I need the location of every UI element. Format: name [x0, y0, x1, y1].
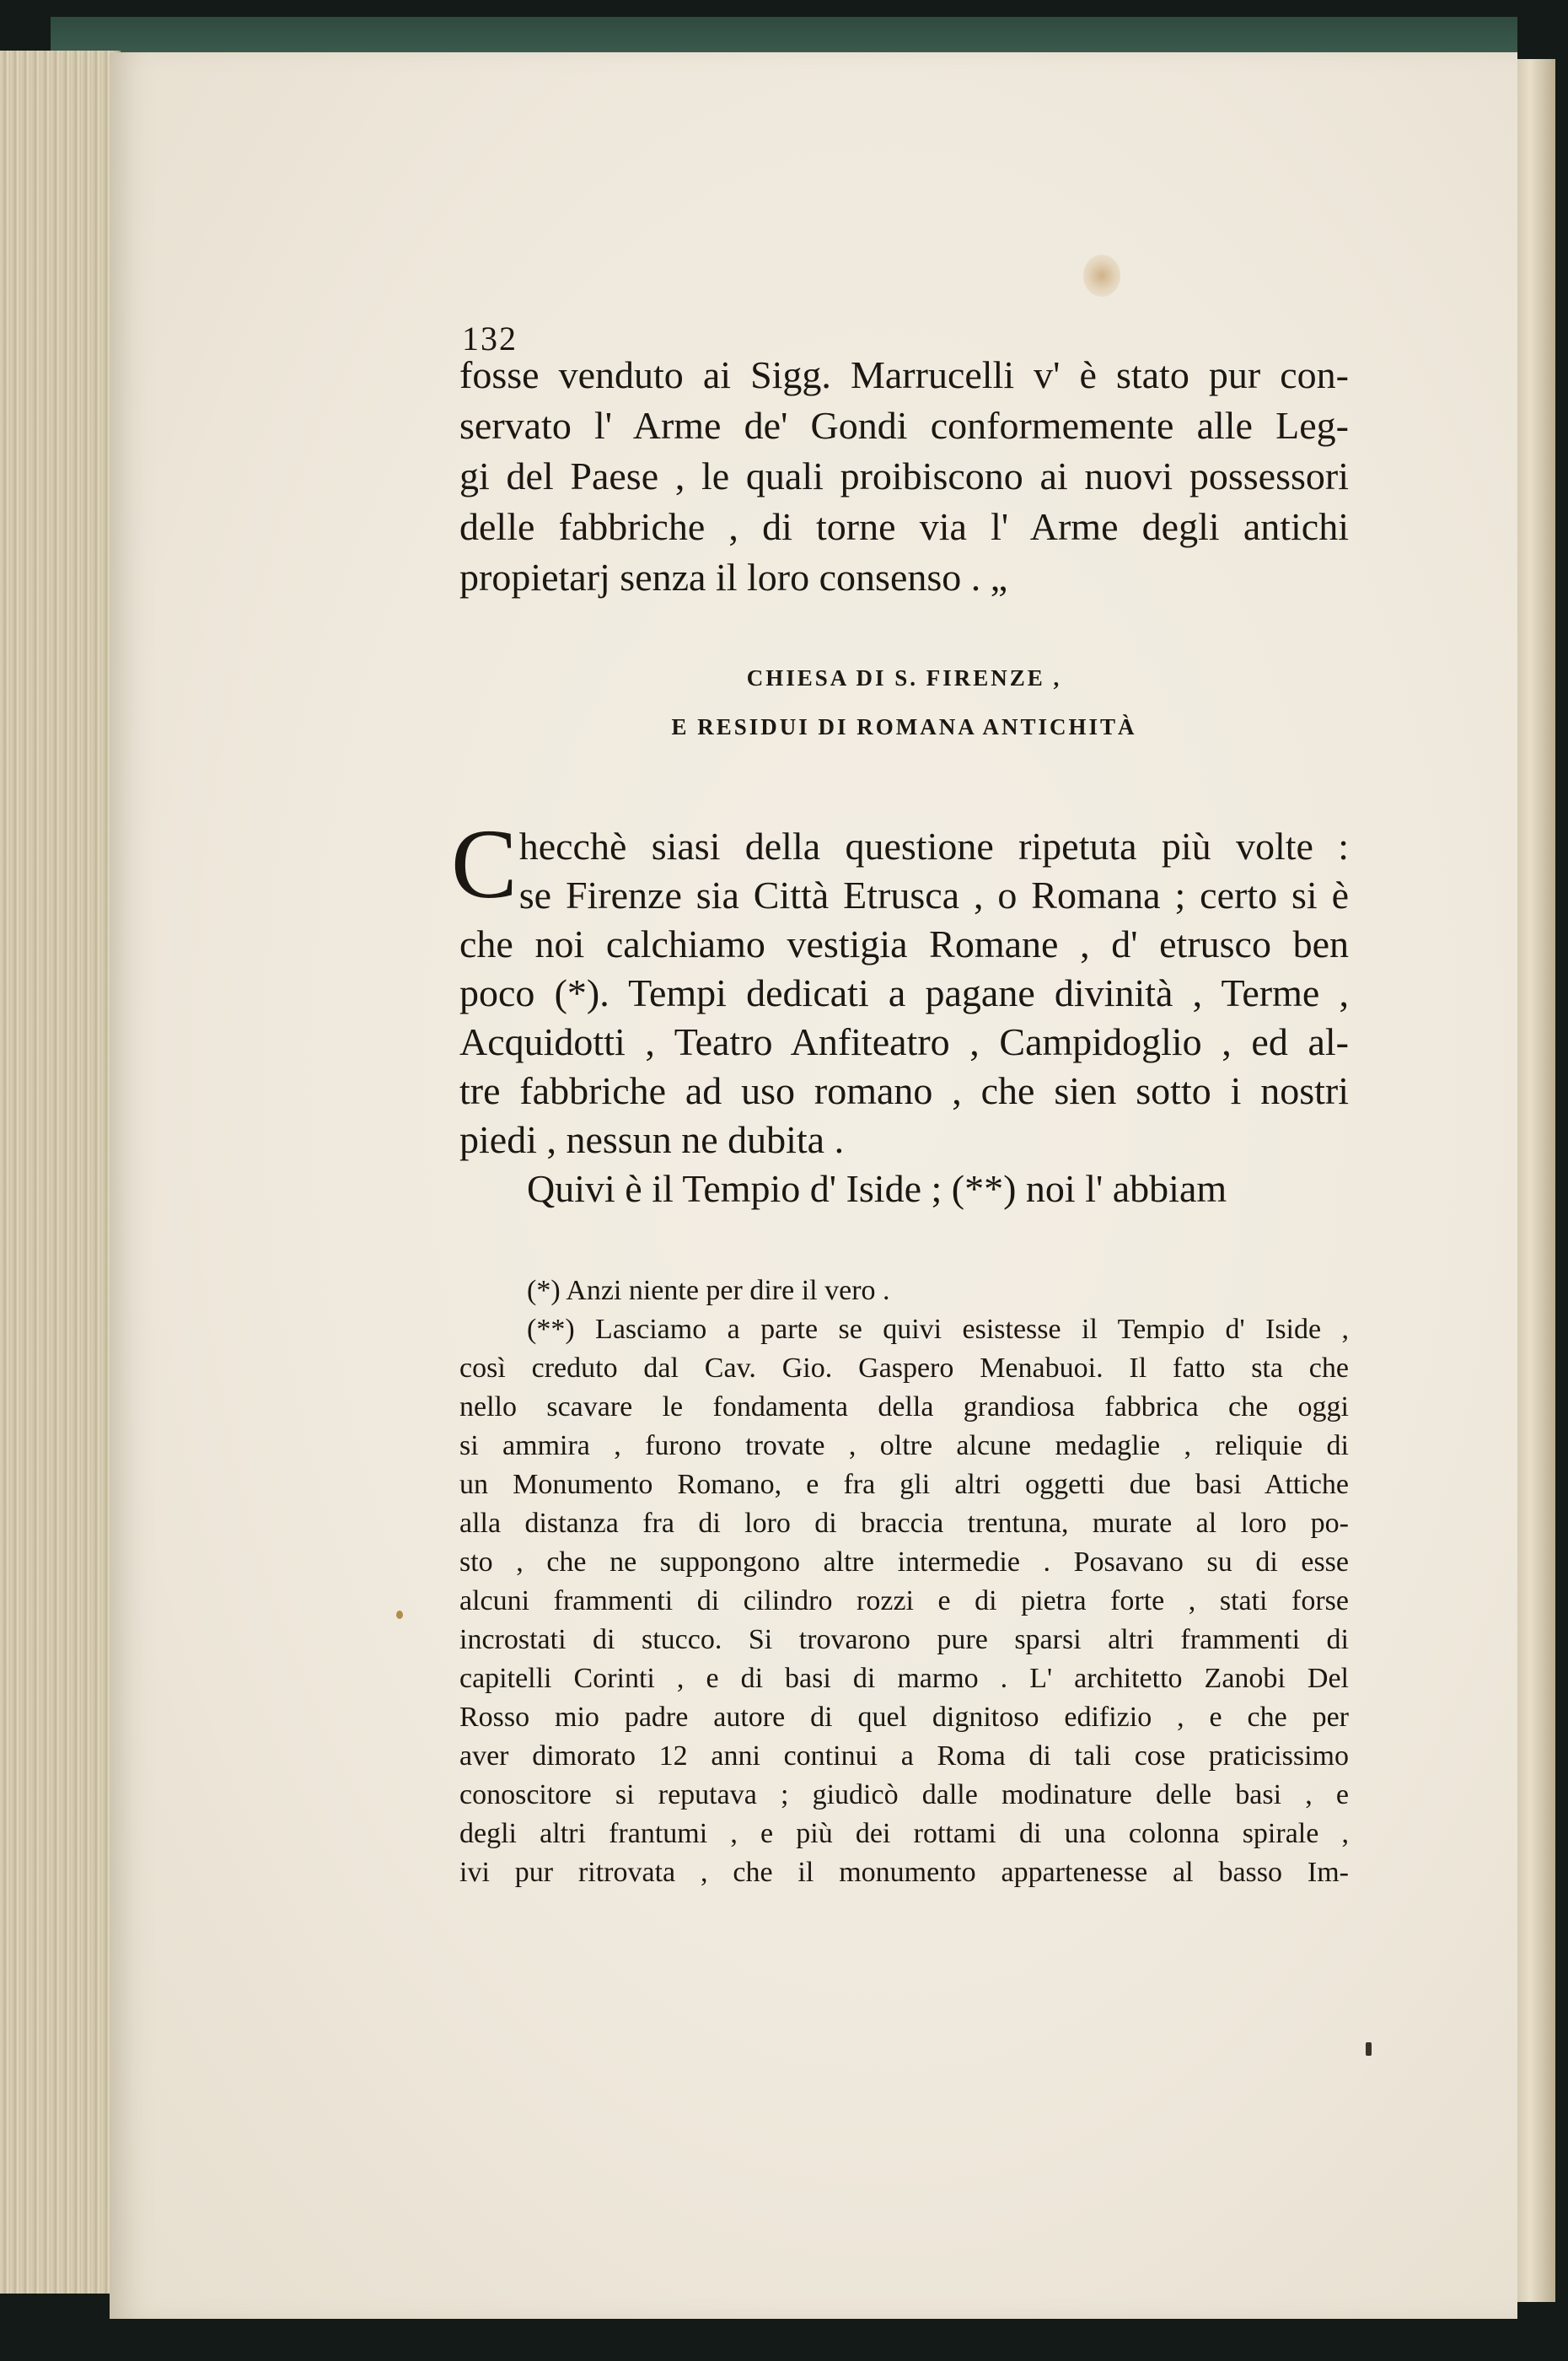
text-line: delle fabbriche , di torne via l' Arme degli antichi [459, 505, 1349, 548]
text-line: Quivi è il Tempio d' Iside ; (**) noi l' abbiam [527, 1167, 1227, 1210]
text-line: gi del Paese , le quali proibiscono ai nuovi possessori [459, 454, 1349, 497]
text-line: Acquidotti , Teatro Anfiteatro , Campidoglio , ed al- [459, 1020, 1349, 1063]
drop-cap: C [451, 809, 518, 919]
footnote-line: alla distanza fra di loro di braccia trentuna, murate al loro po- [459, 1508, 1349, 1539]
text-line: propietarj senza il loro consenso . „ [459, 556, 1008, 599]
foxing-stain [1083, 255, 1120, 297]
footnote-line: aver dimorato 12 anni continui a Roma di tali cose praticissimo [459, 1740, 1349, 1772]
left-page-stack [0, 51, 121, 2294]
heading-line-2: E RESIDUI DI ROMANA ANTICHITÀ [671, 714, 1137, 739]
section-heading [459, 653, 1349, 751]
footnotes [459, 1272, 1349, 1892]
footnote-line: ivi pur ritrovata , che il monumento appartenesse al basso Im- [459, 1857, 1349, 1888]
text-line: se Firenze sia Città Etrusca , o Romana ; certo si è [518, 874, 1349, 917]
ink-mark [1366, 2042, 1372, 2056]
top-paragraph [459, 350, 1349, 603]
footnote-line: un Monumento Romano, e fra gli altri oggetti due basi Attiche [459, 1469, 1349, 1500]
text-line: tre fabbriche ad uso romano , che sien sotto i nostri [459, 1069, 1349, 1112]
footnote-line: conoscitore si reputava ; giudicò dalle modinature delle basi , e [459, 1779, 1349, 1810]
right-page-edge [1513, 59, 1555, 2302]
footnote-line: Rosso mio padre autore di quel dignitoso edifizio , e che per [459, 1702, 1349, 1733]
text-line: servato l' Arme de' Gondi conformemente alle Leg- [459, 404, 1349, 447]
footnote-line: incrostati di stucco. Si trovarono pure sparsi altri frammenti di [459, 1624, 1349, 1655]
footnote-line: capitelli Corinti , e di basi di marmo . L' architetto Zanobi Del [459, 1663, 1349, 1694]
footnote-1: (*) Anzi niente per dire il vero . [527, 1275, 890, 1306]
text-line: fosse venduto ai Sigg. Marrucelli v' è stato pur con- [459, 353, 1349, 396]
stain-mark [396, 1611, 403, 1619]
heading-line-1: CHIESA DI S. FIRENZE , [746, 665, 1062, 691]
text-line: hecchè siasi della questione ripetuta più volte : [518, 825, 1349, 868]
footnote-line: degli altri frantumi , e più dei rottami di una colonna spirale , [459, 1818, 1349, 1849]
footnote-line: (**) Lasciamo a parte se quivi esistesse il Tempio d' Iside , [527, 1314, 1349, 1345]
text-line: piedi , nessun ne dubita . [459, 1118, 845, 1161]
footnote-line: sto , che ne suppongono altre intermedie . Posavano su di esse [459, 1546, 1349, 1578]
page-number: 132 [462, 320, 518, 358]
footnote-line: si ammira , furono trovate , oltre alcune medaglie , reliquie di [459, 1430, 1349, 1461]
text-line: che noi calchiamo vestigia Romane , d' etrusco ben [459, 922, 1349, 965]
text-line: poco (*). Tempi dedicati a pagane divinità , Terme , [459, 971, 1349, 1014]
section-body [451, 809, 1349, 1213]
footnote-line: nello scavare le fondamenta della grandiosa fabbrica che oggi [459, 1391, 1349, 1423]
footnote-line: alcuni frammenti di cilindro rozzi e di pietra forte , stati forse [459, 1585, 1349, 1616]
footnote-line: così creduto dal Cav. Gio. Gaspero Menabuoi. Il fatto sta che [459, 1353, 1349, 1384]
